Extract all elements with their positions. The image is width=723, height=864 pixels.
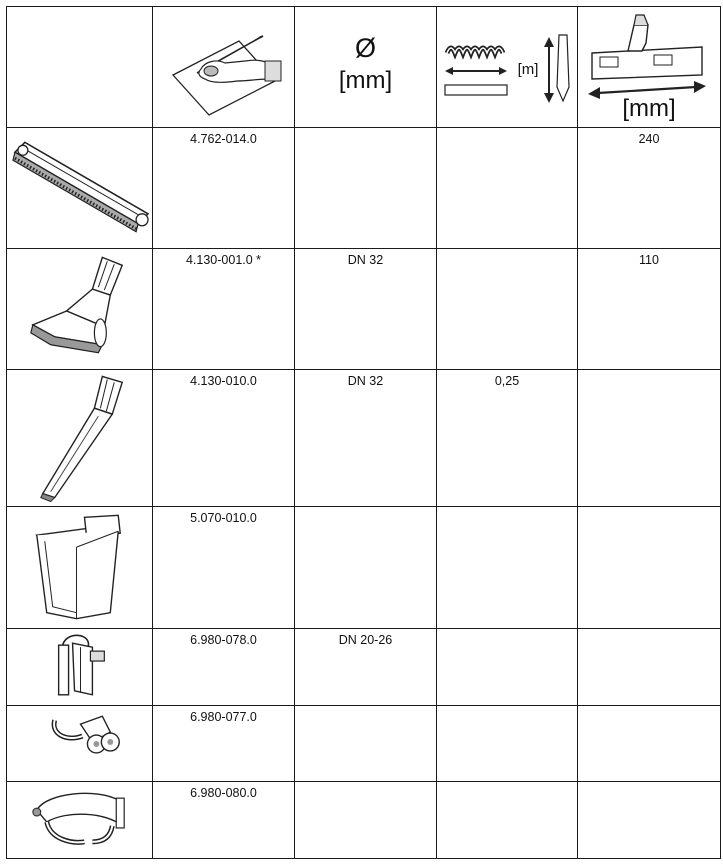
length-cell <box>437 370 578 507</box>
header-blank-cell <box>7 7 153 128</box>
header-row <box>7 7 721 128</box>
table-row <box>7 782 721 859</box>
length-value <box>437 706 577 710</box>
width-value <box>578 629 720 633</box>
roller-brush-bar-illustration <box>7 128 152 248</box>
length-value <box>437 249 577 253</box>
header-length-cell <box>437 7 578 128</box>
order-number-cell <box>153 249 295 370</box>
order-number-cell <box>153 629 295 706</box>
table-row <box>7 249 721 370</box>
diameter-cell <box>295 128 437 249</box>
table-row <box>7 507 721 629</box>
diameter-cell <box>295 370 437 507</box>
length-cell <box>437 507 578 629</box>
length-value <box>437 782 577 786</box>
width-value: 110 <box>639 253 659 267</box>
order-number: 5.070-010.0 <box>190 511 257 525</box>
width-value <box>578 706 720 710</box>
diameter-cell <box>295 249 437 370</box>
width-value <box>578 507 720 511</box>
length-value <box>437 629 577 633</box>
width-cell <box>578 370 721 507</box>
order-number-cell <box>153 128 295 249</box>
illustration-cell <box>7 782 153 859</box>
accessories-table <box>6 6 721 859</box>
length-cell <box>437 629 578 706</box>
order-number-cell <box>153 370 295 507</box>
table-row <box>7 706 721 782</box>
length-value: 0,25 <box>494 374 520 388</box>
length-value <box>437 128 577 132</box>
upholstery-nozzle-illustration <box>7 249 152 369</box>
hose-length-icon <box>437 7 578 127</box>
diameter-value <box>295 782 436 786</box>
diameter-value <box>295 706 436 710</box>
width-cell <box>578 249 721 370</box>
length-cell <box>437 706 578 782</box>
header-width-cell <box>578 7 721 128</box>
diameter-cell <box>295 507 437 629</box>
width-value: 240 <box>638 132 660 146</box>
order-number-cell <box>153 507 295 629</box>
order-number: 4.130-010.0 <box>190 374 257 388</box>
header-diameter-cell <box>295 7 437 128</box>
illustration-cell <box>7 370 153 507</box>
cable-hook-illustration <box>7 782 152 858</box>
length-cell <box>437 249 578 370</box>
width-cell <box>578 629 721 706</box>
width-cell <box>578 782 721 859</box>
length-unit-label: [m] <box>517 61 539 78</box>
width-value <box>578 782 720 786</box>
length-cell <box>437 782 578 859</box>
diameter-cell <box>295 706 437 782</box>
diameter-cell <box>295 629 437 706</box>
diameter-value: DN 20-26 <box>338 633 393 647</box>
order-number-cell <box>153 706 295 782</box>
illustration-cell <box>7 128 153 249</box>
table-row <box>7 370 721 507</box>
writing-hand-icon <box>153 7 295 127</box>
width-cell <box>578 706 721 782</box>
length-value <box>437 507 577 511</box>
width-unit-label: [mm] <box>622 95 676 122</box>
table-row <box>7 128 721 249</box>
table-row <box>7 629 721 706</box>
width-cell <box>578 128 721 249</box>
illustration-cell <box>7 507 153 629</box>
width-cell <box>578 507 721 629</box>
width-value <box>578 370 720 374</box>
illustration-cell <box>7 249 153 370</box>
diameter-value: DN 32 <box>347 253 384 267</box>
hose-clip-illustration <box>7 629 152 705</box>
order-number: 6.980-080.0 <box>190 786 257 800</box>
length-cell <box>437 128 578 249</box>
crevice-nozzle-illustration <box>7 370 152 506</box>
diameter-value <box>295 128 436 132</box>
order-number: 6.980-077.0 <box>190 710 257 724</box>
order-number: 6.980-078.0 <box>190 633 257 647</box>
header-order-number-cell <box>153 7 295 128</box>
diameter-cell <box>295 782 437 859</box>
diameter-value <box>295 507 436 511</box>
container-bin-illustration <box>7 507 152 628</box>
order-number: 4.130-001.0 * <box>185 253 262 267</box>
illustration-cell <box>7 629 153 706</box>
hook-bracket-illustration <box>7 706 152 781</box>
order-number: 4.762-014.0 <box>190 132 257 146</box>
illustration-cell <box>7 706 153 782</box>
diameter-symbol: Ø <box>354 33 376 63</box>
diameter-value: DN 32 <box>347 374 384 388</box>
order-number-cell <box>153 782 295 859</box>
diameter-unit-label: [mm] <box>338 67 393 94</box>
